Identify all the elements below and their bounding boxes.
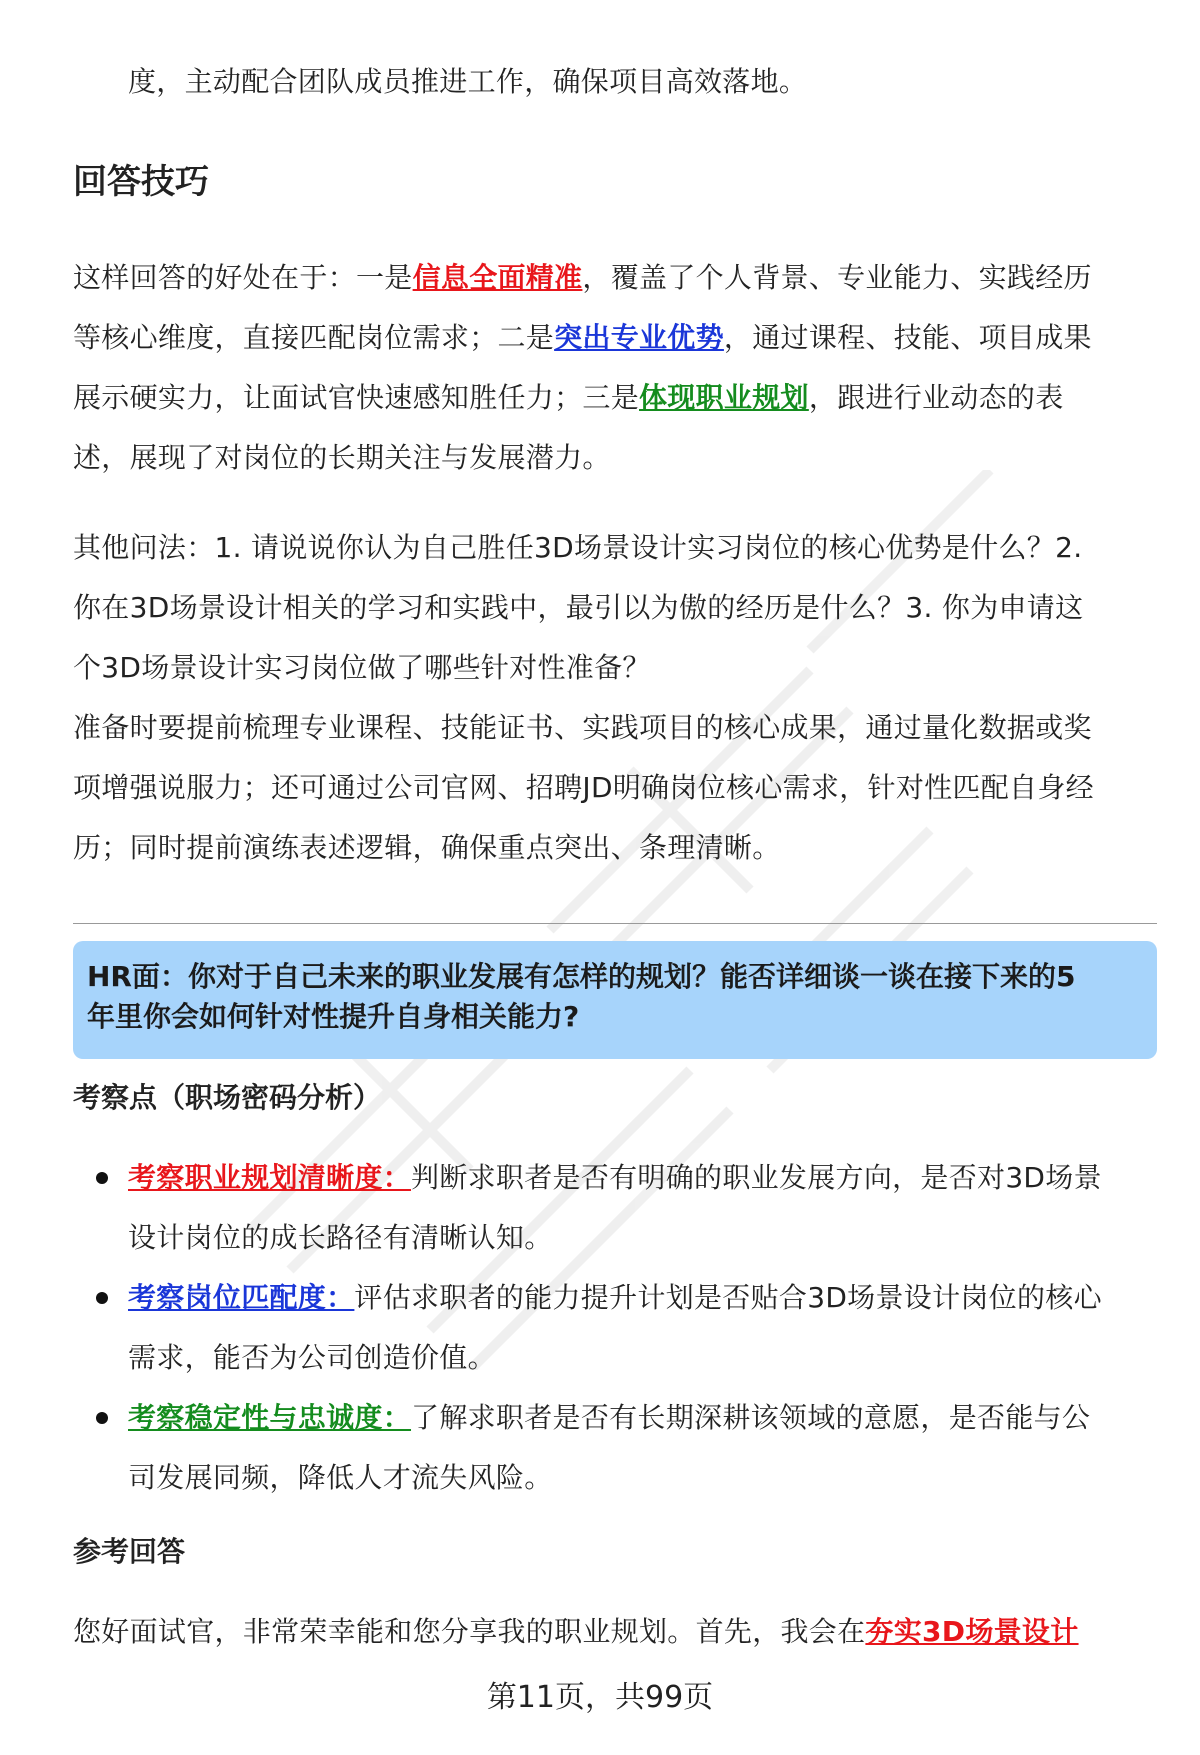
- point-label-stability: 考察稳定性与忠诚度：: [128, 1401, 412, 1434]
- page-number: 第11页，共99页: [486, 1680, 714, 1715]
- tips-line-4: 述，展现了对岗位的长期关注与发展潜力。: [73, 441, 611, 474]
- point-1-line-1: [128, 1158, 1102, 1198]
- other-line-3: 个3D场景设计实习岗位做了哪些针对性准备？: [73, 651, 651, 684]
- paragraph-line: 度，主动配合团队成员推进工作，确保项目高效落地。: [128, 65, 808, 98]
- text-span: ，通过课程、技能、项目成果: [723, 321, 1092, 354]
- bullet-icon: [96, 1412, 108, 1424]
- question-box: [73, 941, 1157, 1059]
- tips-line-3: [73, 378, 1064, 418]
- other-line-5: 项增强说服力；还可通过公司官网、招聘JD明确岗位核心需求，针对性匹配自身经: [73, 771, 1094, 804]
- bullet-icon: [96, 1172, 108, 1184]
- section-heading-points: 考察点（职场密码分析）: [73, 1081, 382, 1114]
- other-line-4: 准备时要提前梳理专业课程、技能证书、实践项目的核心成果，通过量化数据或奖: [73, 711, 1092, 744]
- text-span: 展示硬实力，让面试官快速感知胜任力；三是: [73, 381, 640, 414]
- tips-line-1: [73, 258, 1092, 298]
- point-1-line-2: 设计岗位的成长路径有清晰认知。: [128, 1221, 553, 1254]
- point-label-career-clarity: 考察职业规划清晰度：: [128, 1161, 412, 1194]
- question-line-2: 年里你会如何针对性提升自身相关能力?: [87, 1000, 580, 1033]
- point-3-line-1: [128, 1398, 1090, 1438]
- text-span: 判断求职者是否有明确的职业发展方向，是否对3D场景: [411, 1161, 1102, 1194]
- point-2-line-2: 需求，能否为公司创造价值。: [128, 1341, 496, 1374]
- point-label-job-match: 考察岗位匹配度：: [128, 1281, 355, 1314]
- other-line-1: 其他问法：1. 请说说你认为自己胜任3D场景设计实习岗位的核心优势是什么？2.: [73, 531, 1083, 564]
- text-span: 您好面试官，非常荣幸能和您分享我的职业规划。首先，我会在: [73, 1615, 866, 1648]
- point-2-line-1: [128, 1278, 1102, 1318]
- highlight-career-plan: 体现职业规划: [639, 381, 809, 414]
- bullet-icon: [96, 1292, 108, 1304]
- text-span: 这样回答的好处在于：一是: [73, 261, 413, 294]
- answer-line-1: [73, 1612, 1079, 1652]
- question-line-1: HR面：你对于自己未来的职业发展有怎样的规划？能否详细谈一谈在接下来的5: [87, 960, 1076, 993]
- divider: [73, 923, 1157, 924]
- other-line-2: 你在3D场景设计相关的学习和实践中，最引以为傲的经历是什么？3. 你为申请这: [73, 591, 1084, 624]
- point-3-line-2: 司发展同频，降低人才流失风险。: [128, 1461, 553, 1494]
- highlight-strengthen-3d: 夯实3D场景设计: [865, 1615, 1079, 1648]
- highlight-professional-advantage: 突出专业优势: [554, 321, 724, 354]
- text-span: ，跟进行业动态的表: [808, 381, 1064, 414]
- section-heading-tips: 回答技巧: [73, 162, 209, 202]
- tips-line-2: [73, 318, 1092, 358]
- other-line-6: 历；同时提前演练表述逻辑，确保重点突出、条理清晰。: [73, 831, 781, 864]
- section-heading-answer: 参考回答: [73, 1535, 186, 1568]
- text-span: ，覆盖了个人背景、专业能力、实践经历: [582, 261, 1092, 294]
- highlight-info-accurate: 信息全面精准: [412, 261, 583, 294]
- text-span: 评估求职者的能力提升计划是否贴合3D场景设计岗位的核心: [354, 1281, 1102, 1314]
- text-span: 了解求职者是否有长期深耕该领域的意愿，是否能与公: [411, 1401, 1091, 1434]
- text-span: 等核心维度，直接匹配岗位需求；二是: [73, 321, 555, 354]
